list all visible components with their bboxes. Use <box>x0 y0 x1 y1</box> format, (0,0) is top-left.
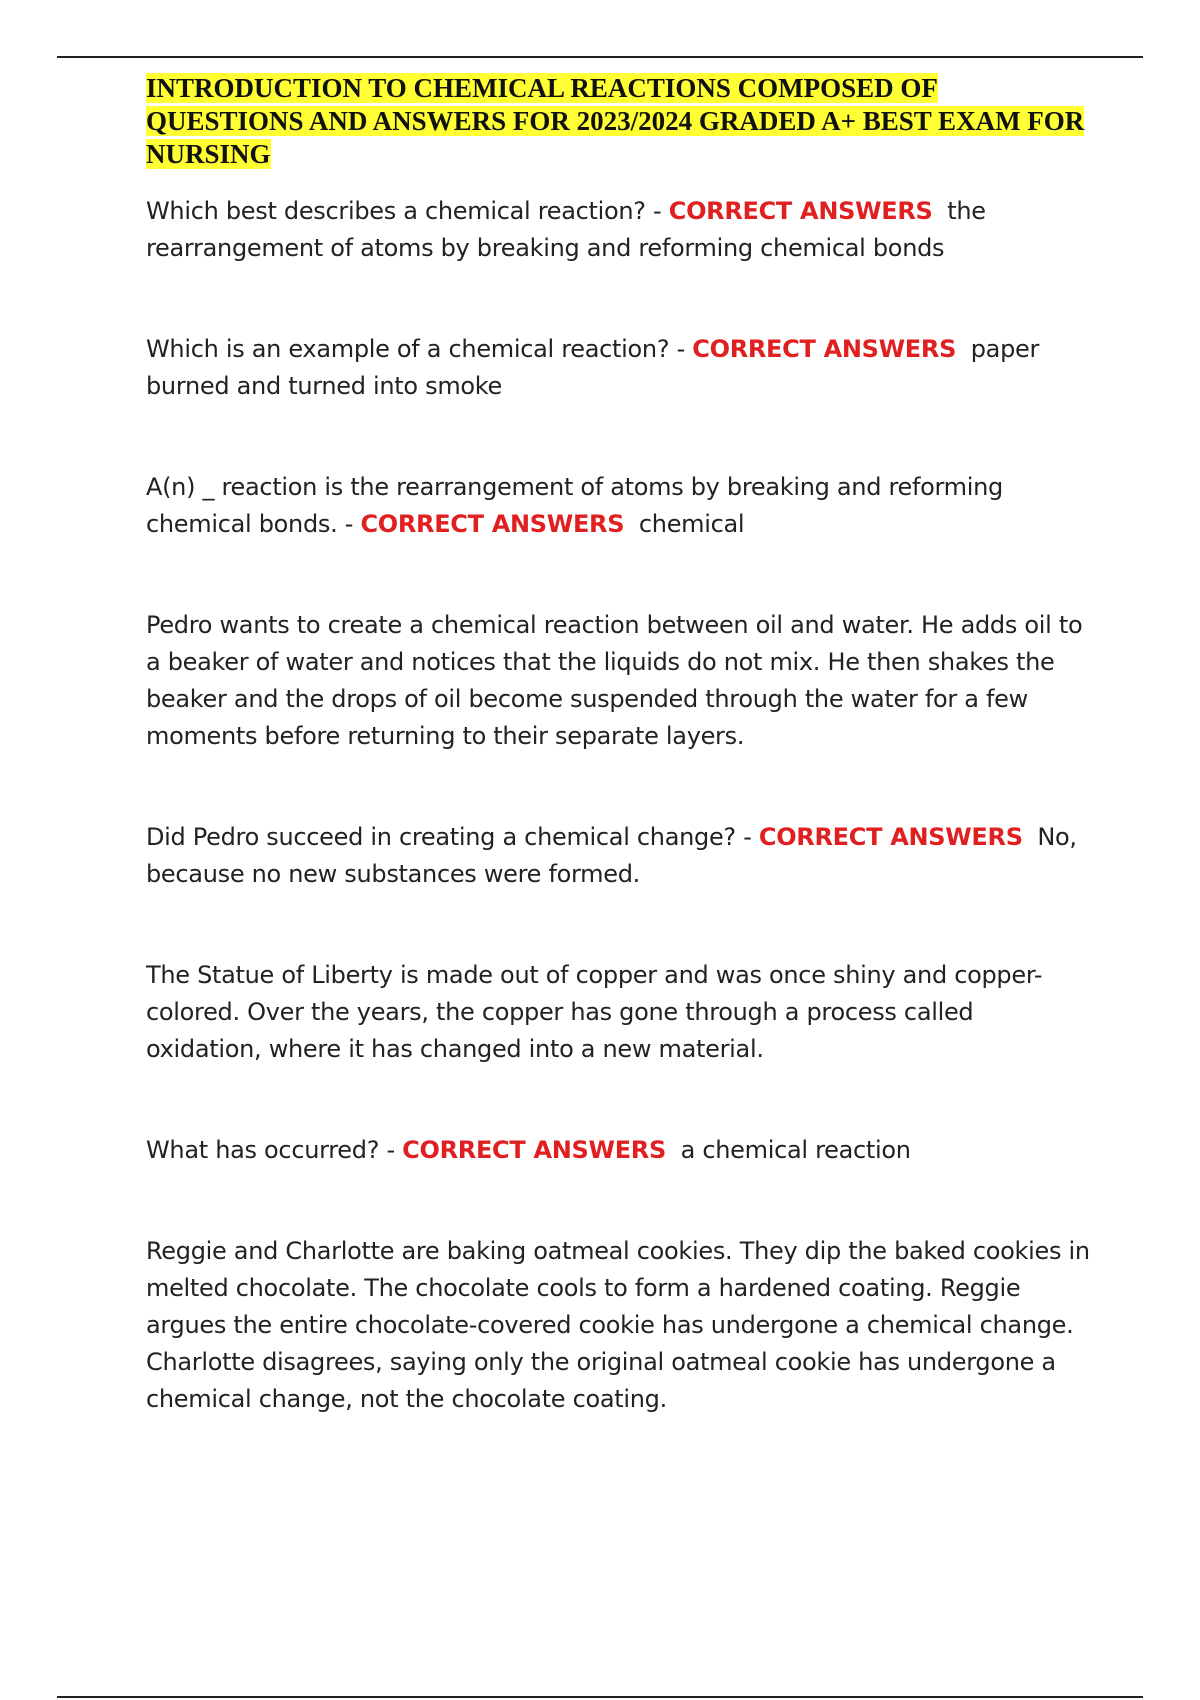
title-highlight: INTRODUCTION TO CHEMICAL REACTIONS COMPOSED OF QUESTIONS AND ANSWERS FOR 2023/2024 GRADED A+ BEST EXAM FOR NURSING <box>146 73 1085 169</box>
answer-label: CORRECT ANSWERS <box>402 1136 666 1164</box>
answer-text: chemical <box>638 510 745 538</box>
answer-text: No, because no new substances were formed. <box>146 823 1077 888</box>
qa-item-4 <box>146 819 1096 893</box>
bottom-divider <box>57 1696 1143 1698</box>
qa-item-5 <box>146 1132 1096 1169</box>
answer-label: CORRECT ANSWERS <box>758 823 1023 851</box>
scenario-cookies: Reggie and Charlotte are baking oatmeal cookies. They dip the baked cookies in melted chocolate. The chocolate cools to form a hardened coating. Reggie argues the entire chocolate-covered cookie has undergone a chemical change. Charlotte disagrees, saying only the original oatmeal cookie has undergone a chemical change, not the chocolate coating. <box>146 1237 1090 1413</box>
question-text: Did Pedro succeed in creating a chemical change? - <box>146 823 759 851</box>
document-body <box>146 72 1096 1418</box>
answer-label: CORRECT ANSWERS <box>692 335 957 363</box>
document-title <box>146 72 1096 171</box>
question-text: Which is an example of a chemical reaction? - <box>146 335 693 363</box>
scenario-statue: The Statue of Liberty is made out of copper and was once shiny and copper-colored. Over the years, the copper has gone through a process called oxidation, where it has changed into a new material. <box>146 961 1043 1063</box>
answer-text: a chemical reaction <box>680 1136 911 1164</box>
question-text: Which best describes a chemical reaction? - <box>146 197 669 225</box>
question-text: What has occurred? - <box>146 1136 403 1164</box>
scenario-pedro: Pedro wants to create a chemical reaction between oil and water. He adds oil to a beaker of water and notices that the liquids do not mix. He then shakes the beaker and the drops of oil become suspended through the water for a few moments before returning to their separate layers. <box>146 611 1083 750</box>
answer-label: CORRECT ANSWERS <box>360 510 625 538</box>
answer-text: the rearrangement of atoms by breaking and reforming chemical bonds <box>146 197 986 262</box>
top-divider <box>57 56 1143 58</box>
qa-item-1 <box>146 193 1096 267</box>
qa-item-3 <box>146 469 1096 543</box>
question-text: A(n) _ reaction is the rearrangement of atoms by breaking and reforming chemical bonds. - <box>146 473 1003 538</box>
qa-item-2 <box>146 331 1096 405</box>
answer-label: CORRECT ANSWERS <box>668 197 933 225</box>
answer-text: paper burned and turned into smoke <box>146 335 1040 400</box>
